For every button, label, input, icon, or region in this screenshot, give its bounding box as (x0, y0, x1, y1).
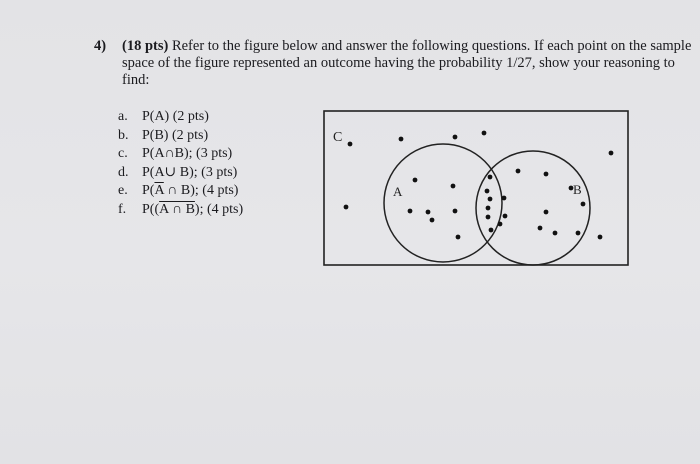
outcome-point (538, 226, 543, 231)
sub-question-text-end: ); (4 pts) (194, 201, 244, 217)
outcome-point (482, 131, 487, 136)
sub-question-label: d. (118, 164, 129, 180)
complement-a: $\overline{A}$ (154, 183, 164, 198)
outcome-point (503, 214, 508, 219)
label-c: C (333, 130, 343, 145)
question-text: Refer to the figure below and answer the following questions. If each point on the sample space of the figure represented an outcome having the probability 1/27, show your reasoning to find: (122, 38, 692, 88)
outcome-point (576, 231, 581, 236)
outcome-point (430, 218, 435, 223)
sub-question-text: P(A) (2 pts) (142, 109, 209, 124)
outcome-point (544, 172, 549, 177)
outcome-point (344, 205, 349, 210)
outcome-point (498, 222, 503, 227)
label-b: B (573, 182, 582, 197)
sub-question-text-end: ∩ B); (4 pts) (163, 183, 239, 198)
outcome-point (569, 186, 574, 191)
outcome-point (598, 235, 603, 240)
outcome-point (451, 184, 456, 189)
outcome-point (408, 209, 413, 214)
outcome-point (609, 151, 614, 156)
set-b-circle (476, 151, 590, 265)
outcome-point (348, 142, 353, 147)
sub-question-label: f. (118, 201, 127, 217)
label-a: A (393, 184, 403, 199)
complement-a-intersect-b: A ∩ B (159, 201, 195, 217)
outcome-point (413, 178, 418, 183)
outcome-point (488, 175, 493, 180)
outcome-point (485, 189, 490, 194)
question-points: (18 pts) (122, 38, 169, 54)
outcome-point (426, 210, 431, 215)
outcome-point (553, 231, 558, 236)
outcome-point (486, 206, 491, 211)
question-number: 4) (94, 38, 107, 54)
sub-question-text-start: P( (142, 183, 155, 198)
outcome-point (502, 196, 507, 201)
outcome-point (453, 135, 458, 140)
sub-question-text: P(B) (2 pts) (142, 127, 209, 143)
sample-space-rectangle (324, 111, 628, 265)
sub-question-label: c. (118, 146, 128, 161)
sub-question-text-start: P(( (142, 201, 160, 217)
outcome-point (399, 137, 404, 142)
outcome-point (489, 228, 494, 233)
outcome-point (516, 169, 521, 174)
set-a-circle (384, 144, 502, 262)
outcome-point (581, 202, 586, 207)
sub-question-text: P(A∪ B); (3 pts) (142, 164, 238, 180)
outcome-point (486, 215, 491, 220)
sub-question-label: e. (118, 183, 128, 198)
sub-question-label: a. (118, 109, 128, 124)
outcome-point (453, 209, 458, 214)
sub-question-label: b. (118, 127, 129, 143)
outcome-point (456, 235, 461, 240)
outcome-point (544, 210, 549, 215)
outcome-point (488, 197, 493, 202)
sub-question-text: P(A∩B); (3 pts) (142, 146, 233, 161)
